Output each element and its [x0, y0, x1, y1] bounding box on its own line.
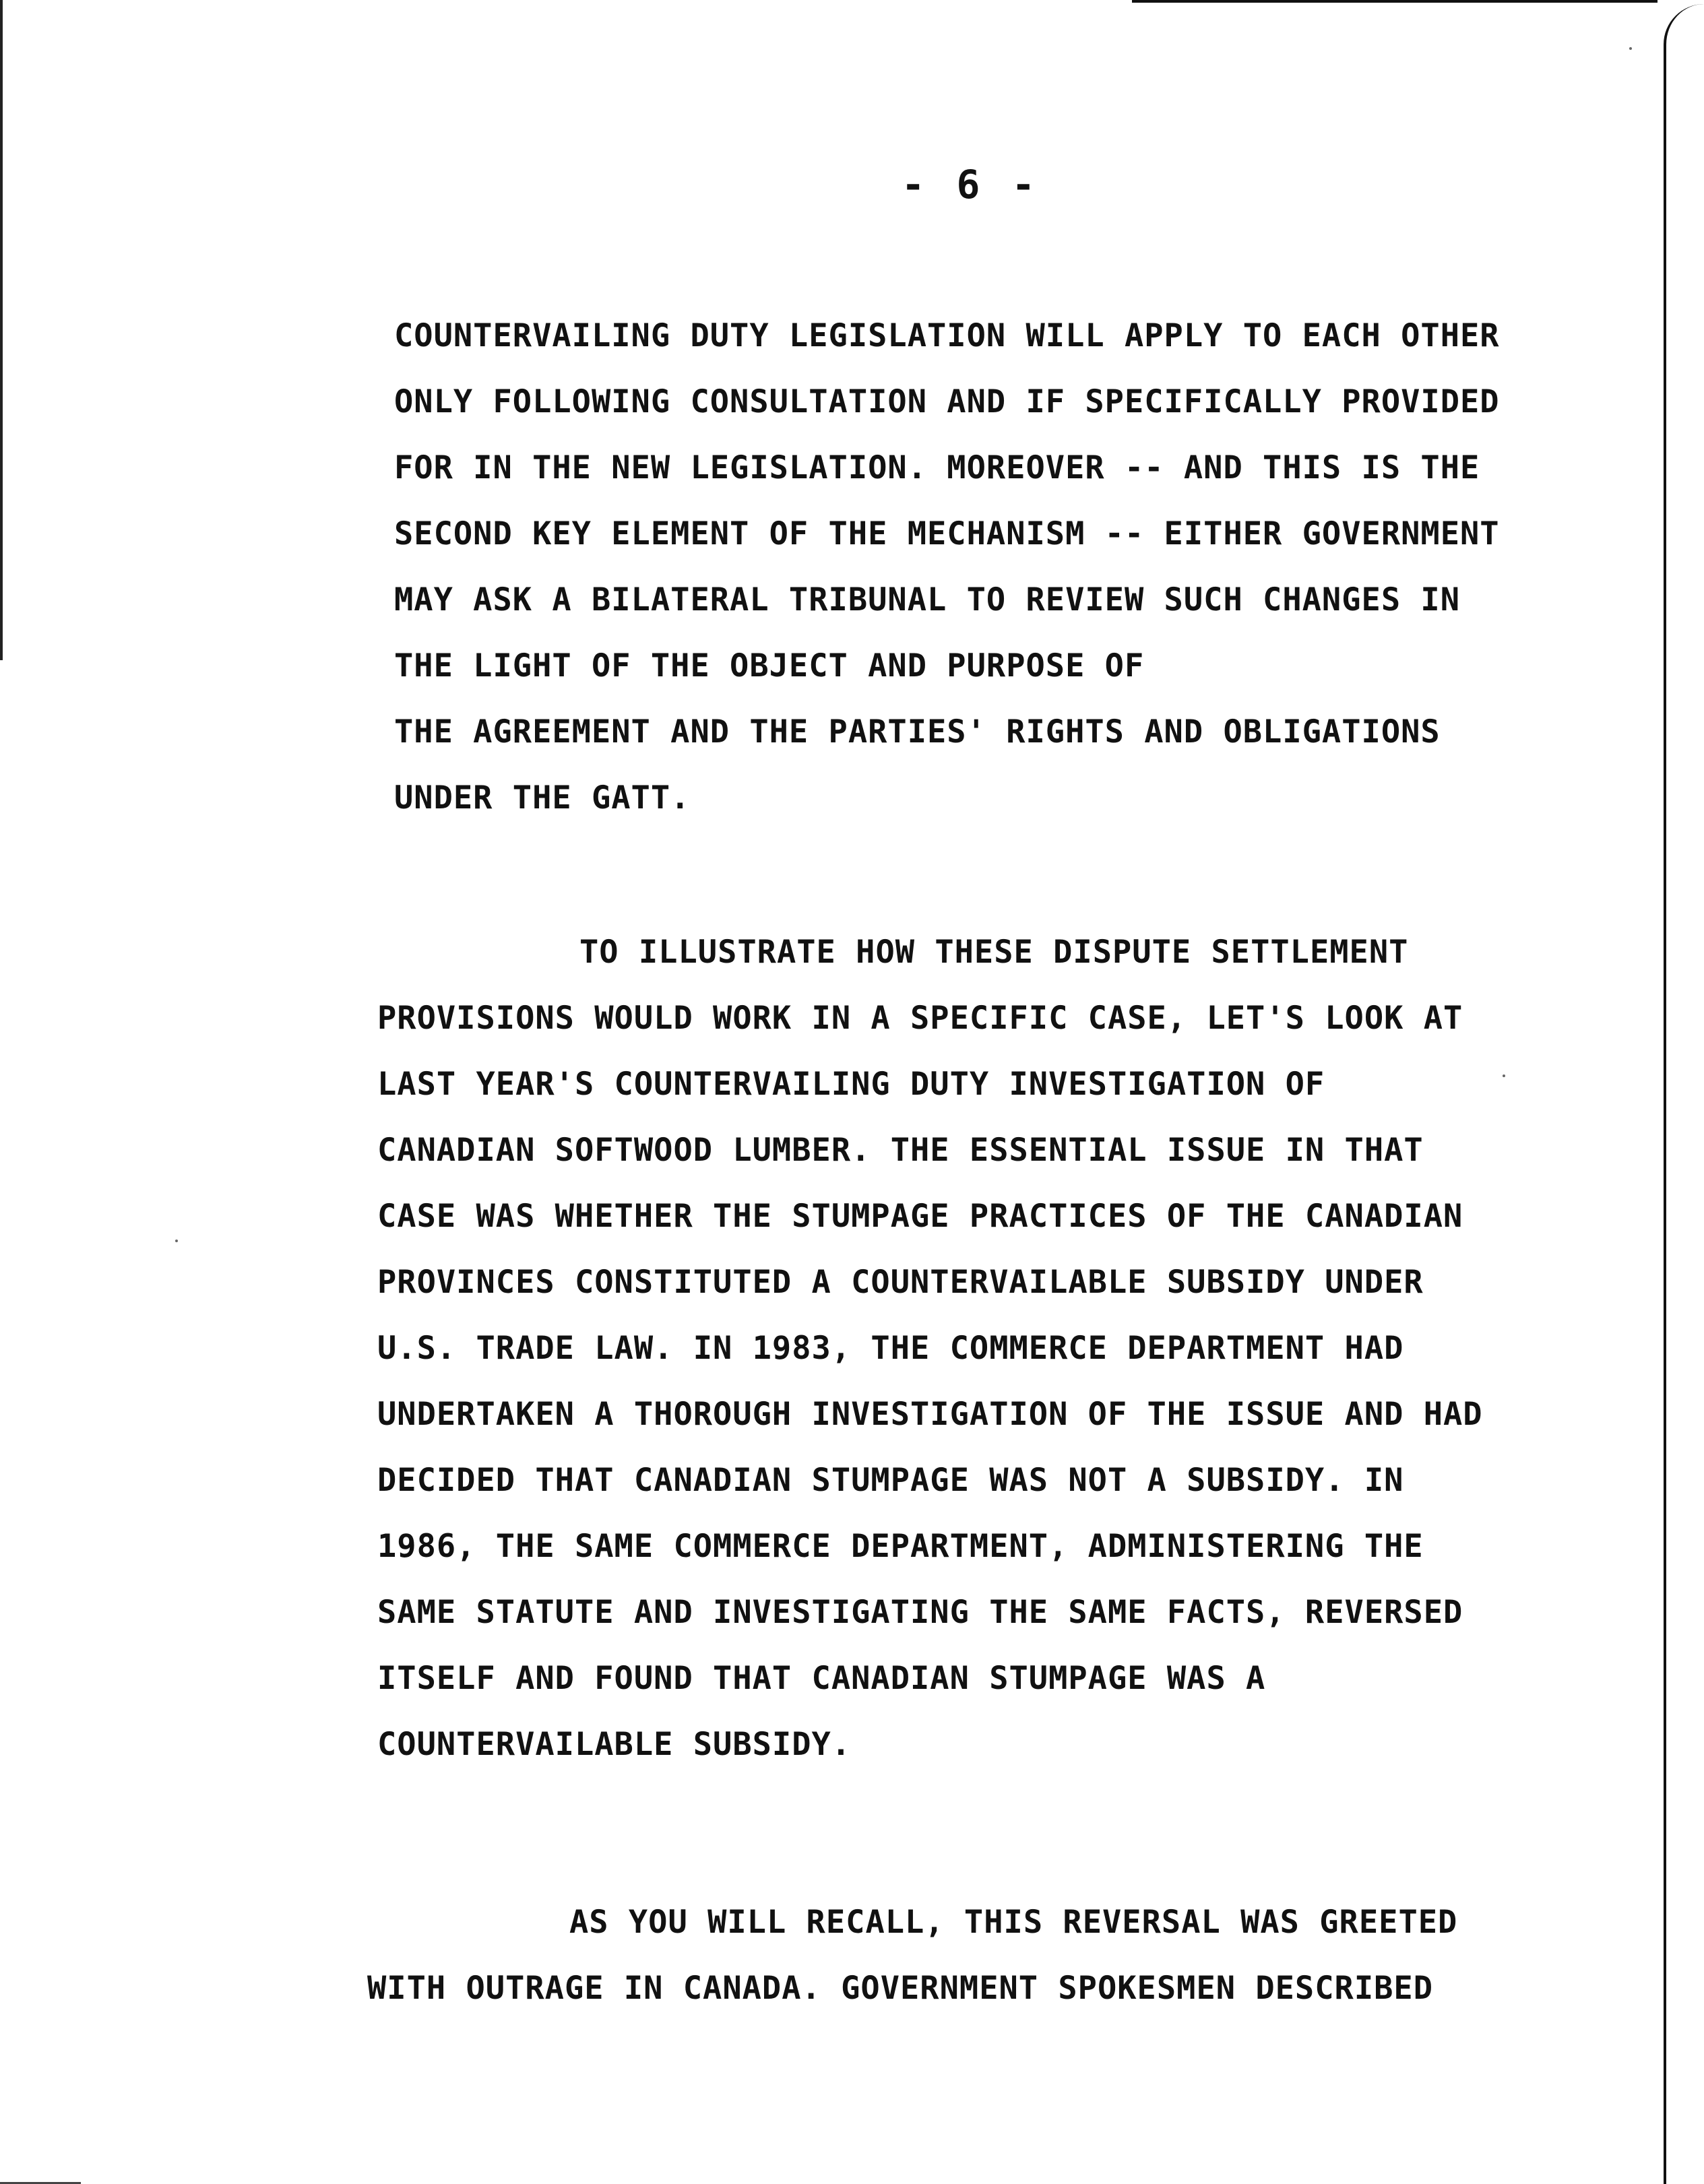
page-edge-top [1132, 0, 1658, 3]
text-line: DECIDED THAT CANADIAN STUMPAGE WAS NOT A SUBSIDY. IN [377, 1462, 1404, 1499]
text-line: COUNTERVAILING DUTY LEGISLATION WILL APPLY TO EACH OTHER [394, 317, 1500, 354]
text-line: FOR IN THE NEW LEGISLATION. MOREOVER -- AND THIS IS THE [394, 449, 1480, 486]
text-line: UNDERTAKEN A THOROUGH INVESTIGATION OF THE ISSUE AND HAD [377, 1396, 1483, 1433]
scan-speck [175, 1240, 178, 1242]
text-line: WITH OUTRAGE IN CANADA. GOVERNMENT SPOKESMEN DESCRIBED [367, 1970, 1434, 2007]
text-line: 1986, THE SAME COMMERCE DEPARTMENT, ADMINISTERING THE [377, 1528, 1424, 1565]
text-line: THE AGREEMENT AND THE PARTIES' RIGHTS AND OBLIGATIONS [394, 713, 1441, 750]
text-line: CANADIAN SOFTWOOD LUMBER. THE ESSENTIAL ISSUE IN THAT [377, 1132, 1424, 1169]
text-line: ONLY FOLLOWING CONSULTATION AND IF SPECIFICALLY PROVIDED [394, 383, 1500, 420]
text-line: AS YOU WILL RECALL, THIS REVERSAL WAS GREETED [569, 1904, 1458, 1941]
text-line: SAME STATUTE AND INVESTIGATING THE SAME FACTS, REVERSED [377, 1594, 1463, 1631]
text-line: ITSELF AND FOUND THAT CANADIAN STUMPAGE WAS A [377, 1660, 1266, 1697]
text-line: UNDER THE GATT. [394, 779, 691, 816]
text-line: CASE WAS WHETHER THE STUMPAGE PRACTICES OF THE CANADIAN [377, 1198, 1463, 1235]
page-edge-left [0, 0, 3, 660]
paragraph-1 [394, 303, 1500, 831]
scan-speck [1503, 1074, 1505, 1077]
text-line: SECOND KEY ELEMENT OF THE MECHANISM -- EITHER GOVERNMENT [394, 515, 1500, 552]
scan-speck [1629, 47, 1632, 50]
text-line: COUNTERVAILABLE SUBSIDY. [377, 1726, 852, 1763]
text-line: THE LIGHT OF THE OBJECT AND PURPOSE OF [394, 647, 1145, 684]
paragraph-3 [367, 1890, 1457, 2022]
text-line: TO ILLUSTRATE HOW THESE DISPUTE SETTLEMENT [579, 934, 1409, 971]
text-line: PROVISIONS WOULD WORK IN A SPECIFIC CASE, LET'S LOOK AT [377, 1000, 1463, 1037]
paragraph-2 [377, 920, 1483, 1778]
text-line: PROVINCES CONSTITUTED A COUNTERVAILABLE SUBSIDY UNDER [377, 1264, 1424, 1301]
text-line: LAST YEAR'S COUNTERVAILING DUTY INVESTIGATION OF [377, 1066, 1325, 1103]
page-edge-right [1664, 4, 1704, 2184]
text-line: U.S. TRADE LAW. IN 1983, THE COMMERCE DEPARTMENT HAD [377, 1330, 1404, 1367]
page-number: - 6 - [901, 162, 1040, 207]
text-line: MAY ASK A BILATERAL TRIBUNAL TO REVIEW SUCH CHANGES IN [394, 581, 1461, 618]
